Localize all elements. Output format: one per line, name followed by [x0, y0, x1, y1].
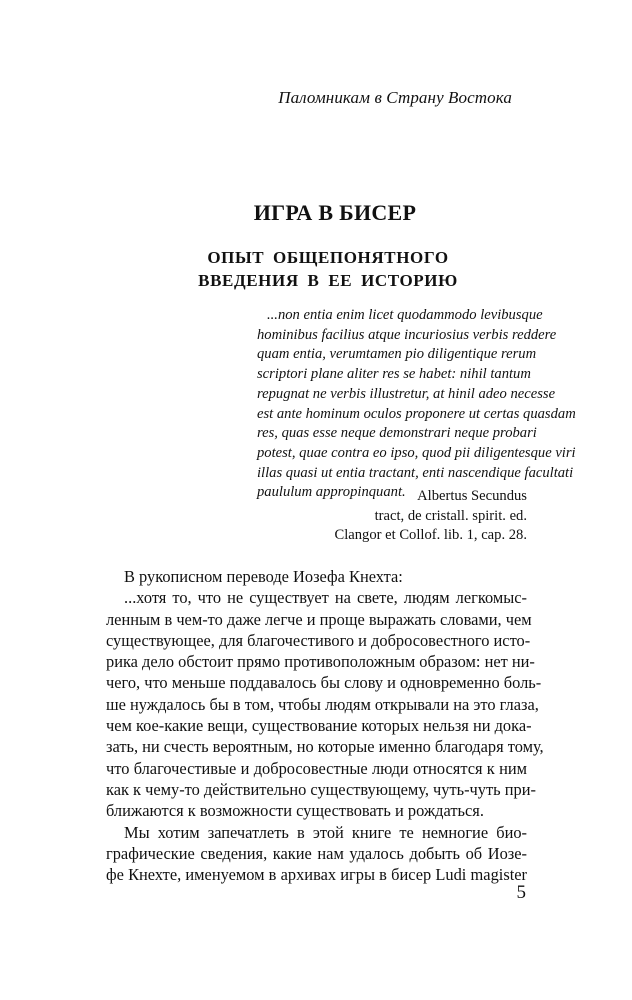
body-line: графические сведения, какие нам удалось добыть об Иозе- [106, 843, 527, 863]
epigraph-line: ...non entia enim licet quodammodo levibusque [267, 307, 543, 323]
body-line: ленным в чем-то даже легче и проще выражать словами, чем [106, 609, 532, 629]
body-line: фе Кнехте, именуемом в архивах игры в бисер Ludi magister [106, 865, 527, 885]
subtitle-line: ОПЫТ ОБЩЕПОНЯТНОГО [207, 248, 449, 267]
body-line: что благочестивые и добросовестные люди относятся к ним [106, 758, 527, 778]
epigraph-source [334, 487, 527, 546]
page-number: 5 [516, 882, 526, 903]
body-line: рика дело обстоит прямо противоположным образом: нет ни- [106, 652, 535, 672]
epigraph-line: quam entia, verumtamen pio diligentique rerum [257, 346, 537, 363]
chapter-subtitle [160, 246, 496, 292]
body-text [106, 566, 544, 885]
body-line: существующее, для благочестивого и добросовестного исто- [106, 630, 531, 650]
body-line: ближаются к возможности существовать и рождаться. [106, 801, 484, 821]
source-line: Clangor et Collof. lib. 1, cap. 28. [334, 527, 527, 543]
epigraph-line: scriptori plane aliter res se habet: nihil tantum [257, 366, 531, 383]
epigraph-line: paululum appropinquant. [257, 484, 406, 501]
chapter-title: ИГРА В БИСЕР [253, 200, 417, 225]
source-line: Albertus Secundus [417, 488, 527, 504]
epigraph-line: res, quas esse neque demonstrari neque probari [257, 425, 537, 442]
source-line: tract, de cristall. spirit. ed. [374, 507, 527, 524]
body-line: В рукописном переводе Иозефа Кнехта: [124, 567, 403, 586]
epigraph-line: hominibus facilius atque incuriosius verbis reddere [257, 326, 557, 343]
epigraph-line: repugnat ne verbis illustretur, at hinil adeo necesse [257, 385, 556, 402]
epigraph-line: potest, quae contra eo ipso, quod pii diligentesque viri [257, 444, 576, 461]
body-line: чем кое-какие вещи, существование которых нельзя ни дока- [106, 716, 532, 736]
body-line: Мы хотим запечатлеть в этой книге те немногие био- [124, 822, 527, 842]
epigraph-line: illas quasi ut entia tractant, enti nascendique facultati [257, 464, 574, 481]
body-line: как к чему-то действительно существующему, чуть-чуть при- [106, 779, 536, 799]
body-line: зать, ни счесть вероятным, но которые именно благодаря тому, [106, 737, 544, 757]
epigraph [257, 306, 576, 503]
body-line: ше нуждалось бы в том, чтобы людям открывали на это глаза, [106, 694, 539, 714]
body-line: ...хотя то, что не существует на свете, людям легкомыс- [124, 588, 527, 608]
epigraph-line: est ante hominum oculos proponere ut certas quasdam [257, 405, 576, 422]
subtitle-line: ВВЕДЕНИЯ В ЕЕ ИСТОРИЮ [198, 271, 458, 290]
dedication: Паломникам в Страну Востока [278, 88, 512, 107]
body-line: чего, что меньше поддавалось бы слову и одновременно боль- [106, 673, 542, 693]
